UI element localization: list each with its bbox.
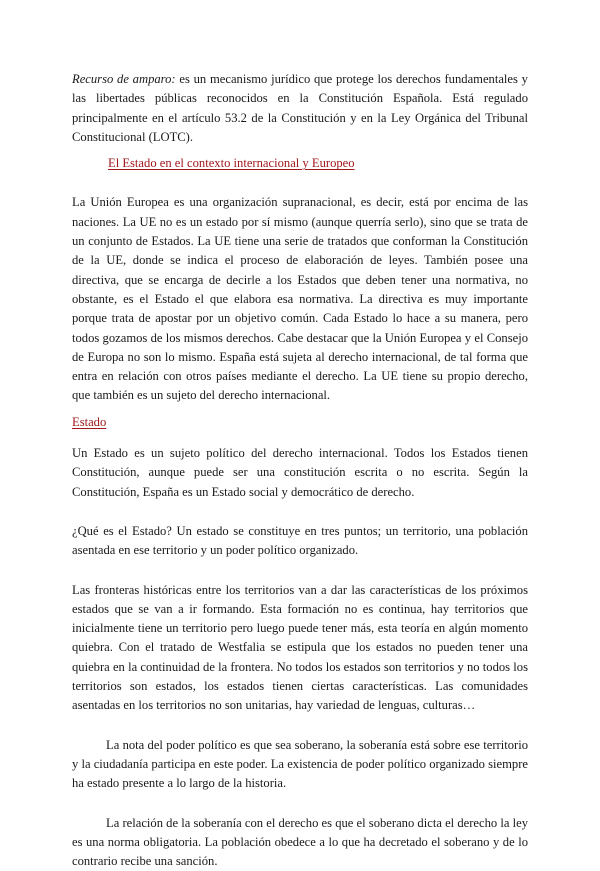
paragraph-fronteras: Las fronteras históricas entre los territorios van a dar las características de los próximos estados que se van a ir formando. Esta formación no es continua, hay territorios que inicialmente tiene un territorio pero luego puede tener más, esta teoría en algún momento quiebra. Con el tratado de Westfalia se estipula que los estados no pueden tener una quiebra en la continuidad de la frontera. No todos los estados son territorios y no todos los territorios son estados, los estados tienen ciertas características. Las comunidades asentadas en los territorios no son unitarias, hay variedad de lenguas, culturas… [72,581,528,716]
paragraph-soberania: La relación de la soberanía con el derecho es que el soberano dicta el derecho la ley es una norma obligatoria. La población obedece a lo que ha decretado el soberano y de lo contrario recibe una sanción. [72,814,528,871]
paragraph-estado-question: ¿Qué es el Estado? Un estado se constituye en tres puntos; un territorio, una población asentada en ese territorio y un poder político organizado. [72,522,528,561]
paragraph-poder-politico: La nota del poder político es que sea soberano, la soberanía está sobre ese territorio y la ciudadanía participa en este poder. La existencia de poder político organizado siempre ha estado presente a lo largo de la historia. [72,736,528,794]
intro-paragraph [72,70,528,147]
intro-text: es un mecanismo jurídico que protege los derechos fundamentales y las libertades públicas reconocidos en la Constitución Española. Está regulado principalmente en el artículo 53.2 de la Constitución y en la Ley Orgánica del Tribunal Constitucional (LOTC). [72,72,528,144]
paragraph-estado-definition: Un Estado es un sujeto político del derecho internacional. Todos los Estados tienen Constitución, aunque puede ser una constitución escrita o no escrita. Según la Constitución, España es un Estado social y democrático de derecho. [72,444,528,502]
paragraph-ue: La Unión Europea es una organización supranacional, es decir, está por encima de las naciones. La UE no es un estado por sí mismo (aunque querría serlo), sino que se trata de un conjunto de Estados. La UE tiene una serie de tratados que conforman la Constitución de la UE, donde se indica el proceso de elaboración de leyes. También posee una directiva, que se encarga de decirle a los Estados que deben tener una normativa, no obstante, es el Estado el que elabora esa normativa. La directiva es muy importante porque trata de apostar por un objetivo común. Cada Estado lo hace a su manera, pero todos gozamos de los mismos derechos. Cabe destacar que la Unión Europea y el Consejo de Europa no son lo mismo. España está sujeta al derecho internacional, de tal forma que entra en relación con otros países mediante el derecho. La UE tiene su propio derecho, que también es un sujeto del derecho internacional. [72,193,528,405]
section-heading-international: El Estado en el contexto internacional y Europeo [108,154,528,173]
section-heading-estado: Estado [72,413,528,432]
intro-term: Recurso de amparo: [72,72,176,86]
